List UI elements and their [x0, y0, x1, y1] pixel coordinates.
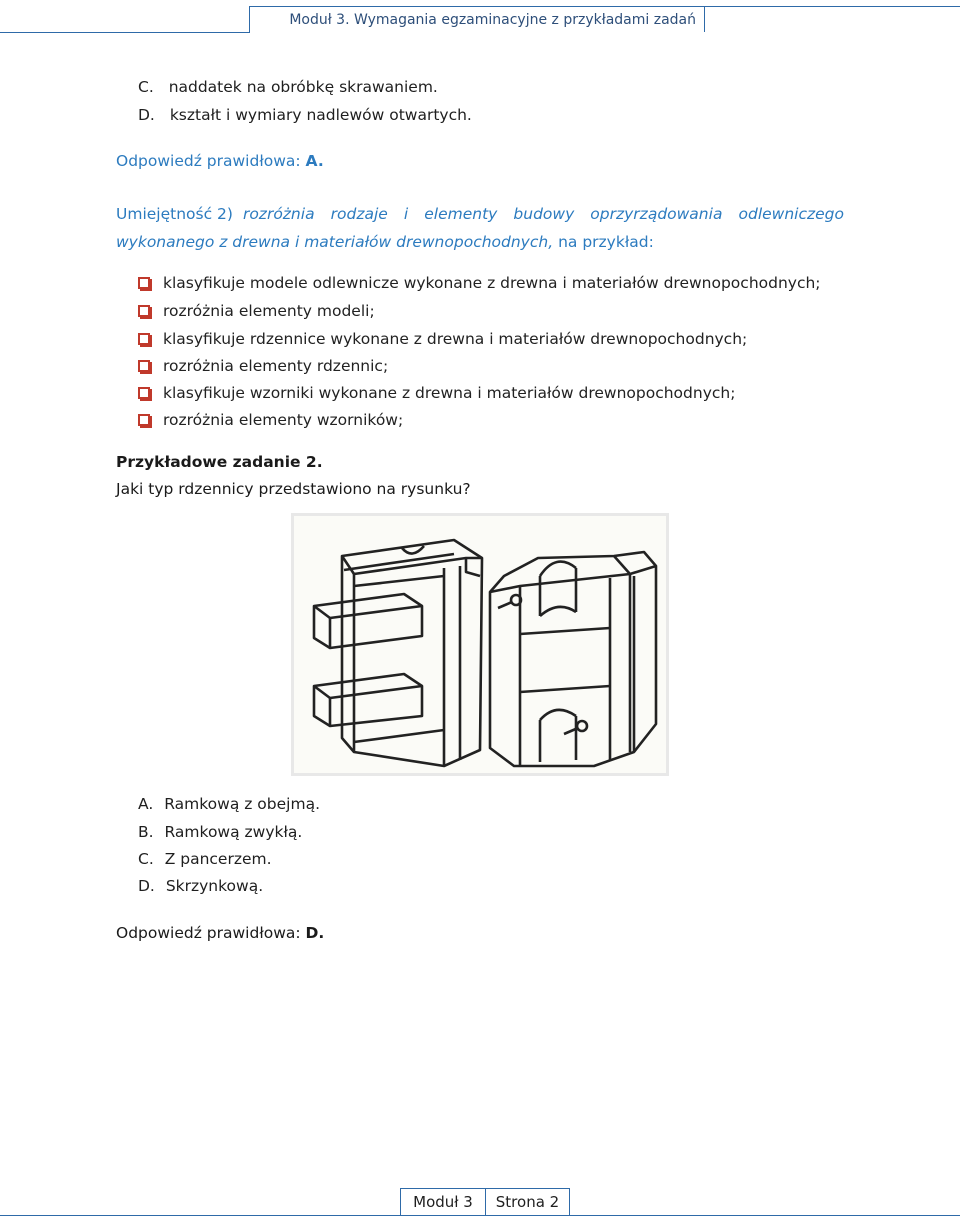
answer-2 — [116, 924, 324, 942]
header-rule-left — [0, 32, 250, 33]
option-text: naddatek na obróbkę skrawaniem. — [168, 78, 438, 96]
checkbox-bullet-icon — [138, 414, 150, 426]
bullet-item: klasyfikuje modele odlewnicze wykonane z drewna i materiałów drewnopochodnych; — [138, 274, 821, 292]
prev-option-d — [138, 106, 472, 124]
option-d — [138, 877, 263, 895]
footer-module: Moduł 3 — [401, 1189, 486, 1215]
skill-text-1: rozróżnia rodzaje i elementy budowy oprzyrządowania odlewniczego — [242, 205, 844, 223]
checkbox-bullet-icon — [138, 305, 150, 317]
task-title: Przykładowe zadanie 2. — [116, 453, 323, 471]
checkbox-bullet-icon — [138, 277, 150, 289]
checkbox-bullet-icon — [138, 360, 150, 372]
option-letter: D. — [138, 877, 155, 895]
prev-option-c — [138, 78, 438, 96]
answer-1 — [116, 152, 324, 170]
option-letter: B. — [138, 823, 154, 841]
page-footer — [400, 1188, 570, 1216]
option-text: Z pancerzem. — [164, 850, 272, 868]
option-c — [138, 850, 272, 868]
footer-rule-right — [570, 1215, 960, 1216]
skill-text-2: wykonanego z drewna i materiałów drewnopochodnych, — [116, 233, 554, 251]
skill-line-1 — [116, 205, 844, 223]
bullet-item: rozróżnia elementy wzorników; — [138, 411, 403, 429]
option-letter: C. — [138, 78, 154, 96]
skill-prefix: Umiejętność 2) — [116, 205, 233, 223]
task-question: Jaki typ rdzennicy przedstawiono na rysunku? — [116, 480, 471, 498]
option-letter: C. — [138, 850, 154, 868]
option-letter: D. — [138, 106, 155, 124]
skill-line-2 — [116, 233, 654, 251]
option-text: kształt i wymiary nadlewów otwartych. — [169, 106, 472, 124]
core-box-drawing — [291, 513, 669, 776]
bullet-item: klasyfikuje wzorniki wykonane z drewna i materiałów drewnopochodnych; — [138, 384, 735, 402]
option-text: Ramkową z obejmą. — [164, 795, 320, 813]
answer-value: D. — [305, 924, 325, 942]
answer-label: Odpowiedź prawidłowa: — [116, 924, 301, 942]
bullet-item: klasyfikuje rdzennice wykonane z drewna i materiałów drewnopochodnych; — [138, 330, 747, 348]
option-letter: A. — [138, 795, 154, 813]
skill-suffix: na przykład: — [558, 233, 654, 251]
answer-value: A. — [305, 152, 324, 170]
header-title: Moduł 3. Wymagania egzaminacyjne z przykładami zadań — [289, 12, 696, 28]
footer-rule-left — [0, 1215, 400, 1216]
header-rule-right — [705, 6, 960, 7]
bullet-item: rozróżnia elementy modeli; — [138, 302, 375, 320]
page-header — [249, 6, 705, 32]
checkbox-bullet-icon — [138, 387, 150, 399]
option-text: Skrzynkową. — [165, 877, 264, 895]
checkbox-bullet-icon — [138, 333, 150, 345]
option-a — [138, 795, 320, 813]
core-box-illustration — [294, 516, 666, 773]
option-text: Ramkową zwykłą. — [164, 823, 303, 841]
footer-page-number: Strona 2 — [495, 1193, 560, 1211]
option-b — [138, 823, 302, 841]
answer-label: Odpowiedź prawidłowa: — [116, 152, 301, 170]
bullet-item: rozróżnia elementy rdzennic; — [138, 357, 388, 375]
